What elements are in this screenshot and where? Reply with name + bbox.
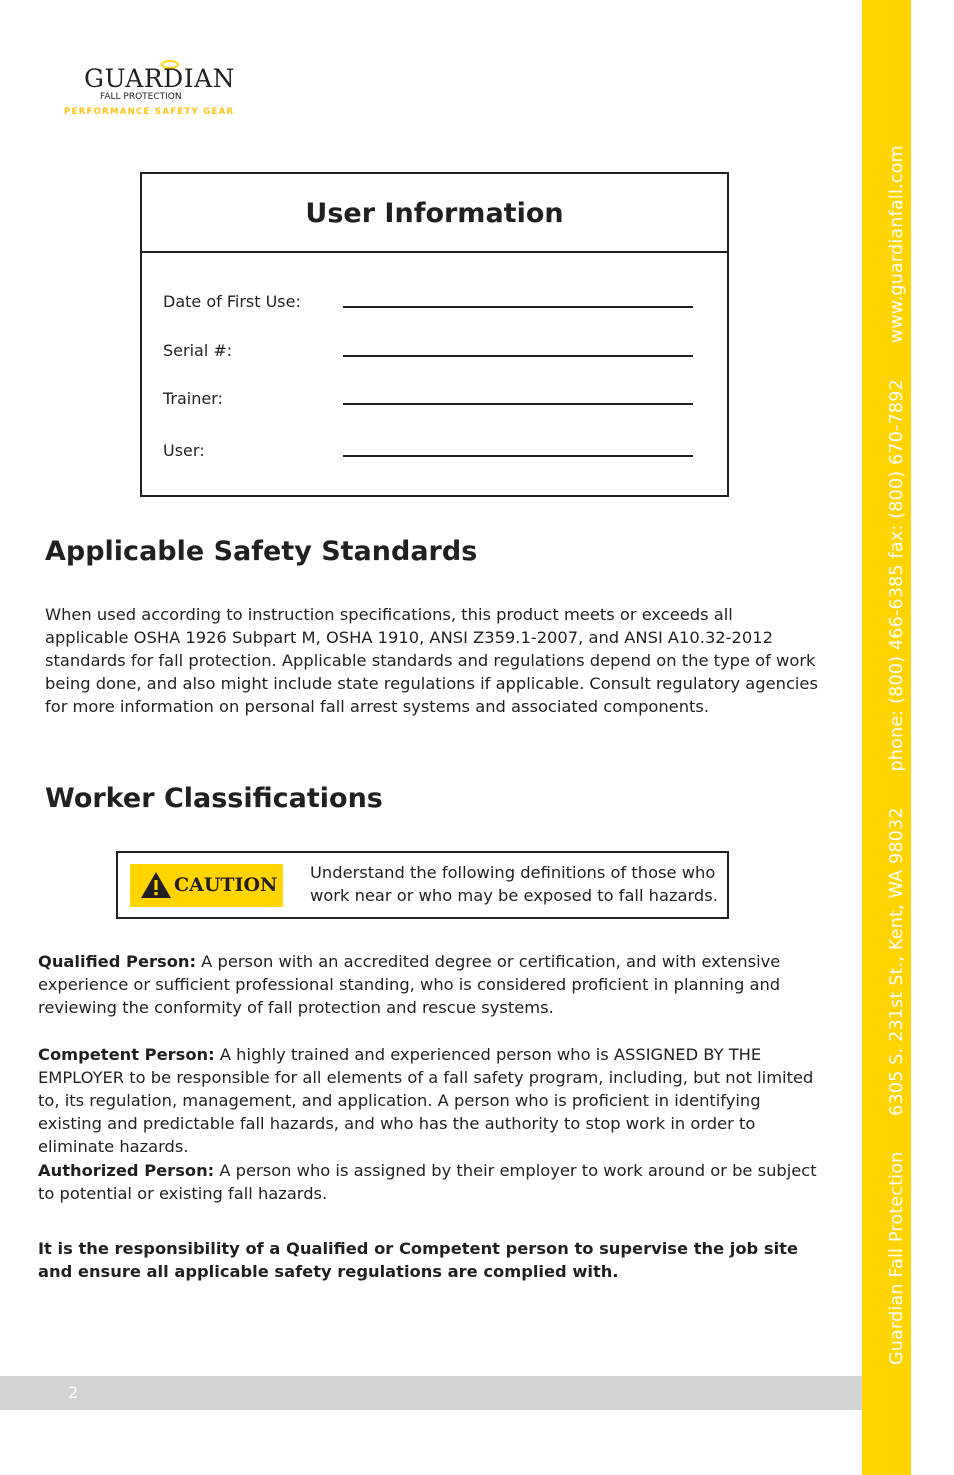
logo-tagline: PERFORMANCE SAFETY GEAR [64, 107, 235, 117]
logo-subtitle: FALL PROTECTION [100, 92, 182, 102]
footer-bar [0, 1376, 862, 1410]
sidebar-address: 6305 S. 231st St., Kent, WA 98032 [887, 807, 907, 1116]
worker-classifications-heading: Worker Classifications [45, 783, 383, 814]
definition-authorized [38, 1159, 818, 1205]
field-line-serial[interactable] [343, 355, 693, 357]
page-number: 2 [68, 1383, 79, 1402]
sidebar-web[interactable]: www.guardianfall.com [887, 145, 907, 344]
user-information-header [142, 174, 727, 253]
field-line-date-first-use[interactable] [343, 306, 693, 308]
field-label-serial: Serial #: [163, 341, 233, 360]
caution-label: CAUTION [174, 874, 278, 896]
definition-qualified [38, 950, 818, 1019]
logo-wordmark: GUARDIAN [84, 64, 235, 93]
definition-term: Qualified Person: [38, 952, 196, 971]
definition-text: A highly trained and experienced person who is ASSIGNED BY THE EMPLOYER to be responsible for all elements of a fall safety program, including, but not limited to, its regulation, management, and application. A person who is proficient in identifying existing and predictable fall hazards, and who has the authority to stop work in order to eliminate hazards. [38, 1045, 814, 1156]
field-label-user: User: [163, 441, 205, 460]
field-label-date-first-use: Date of First Use: [163, 292, 301, 311]
definition-competent [38, 1043, 823, 1158]
sidebar-contact [887, 115, 907, 1365]
caution-text: Understand the following definitions of those who work near or who may be exposed to fall hazards. [310, 863, 718, 905]
field-label-trainer: Trainer: [163, 389, 223, 408]
caution-notice [116, 851, 729, 919]
user-information-box [140, 172, 729, 497]
definition-term: Authorized Person: [38, 1161, 215, 1180]
responsibility-statement: It is the responsibility of a Qualified or Competent person to supervise the job site and ensure all applicable safety regulations are complied with. [38, 1239, 798, 1281]
warning-triangle-icon [140, 871, 172, 899]
field-line-user[interactable] [343, 455, 693, 457]
definition-term: Competent Person: [38, 1045, 215, 1064]
safety-standards-text: When used according to instruction specifications, this product meets or exceeds all applicable OSHA 1926 Subpart M, OSHA 1910, ANSI Z359.1-2007, and ANSI A10.32-2012 standards for fall protection. Applicable standards and regulations depend on the type of work being done, and also might include state regulations if applicable. Consult regulatory agencies for more information on personal fall arrest systems and associated components. [45, 605, 818, 716]
field-line-trainer[interactable] [343, 403, 693, 405]
sidebar-company: Guardian Fall Protection [887, 1151, 907, 1365]
definition-text: A person who is assigned by their employer to work around or be subject to potential or existing fall hazards. [38, 1161, 817, 1203]
sidebar-phone: phone: (800) 466-6385 fax: (800) 670-7892 [887, 379, 907, 772]
caution-sign [130, 864, 283, 907]
definition-text: A person with an accredited degree or certification, and with extensive experience or sufficient professional standing, who is considered proficient in planning and reviewing the conformity of fall protection and rescue systems. [38, 952, 781, 1017]
user-information-title: User Information [305, 198, 564, 229]
safety-standards-heading: Applicable Safety Standards [45, 536, 478, 567]
